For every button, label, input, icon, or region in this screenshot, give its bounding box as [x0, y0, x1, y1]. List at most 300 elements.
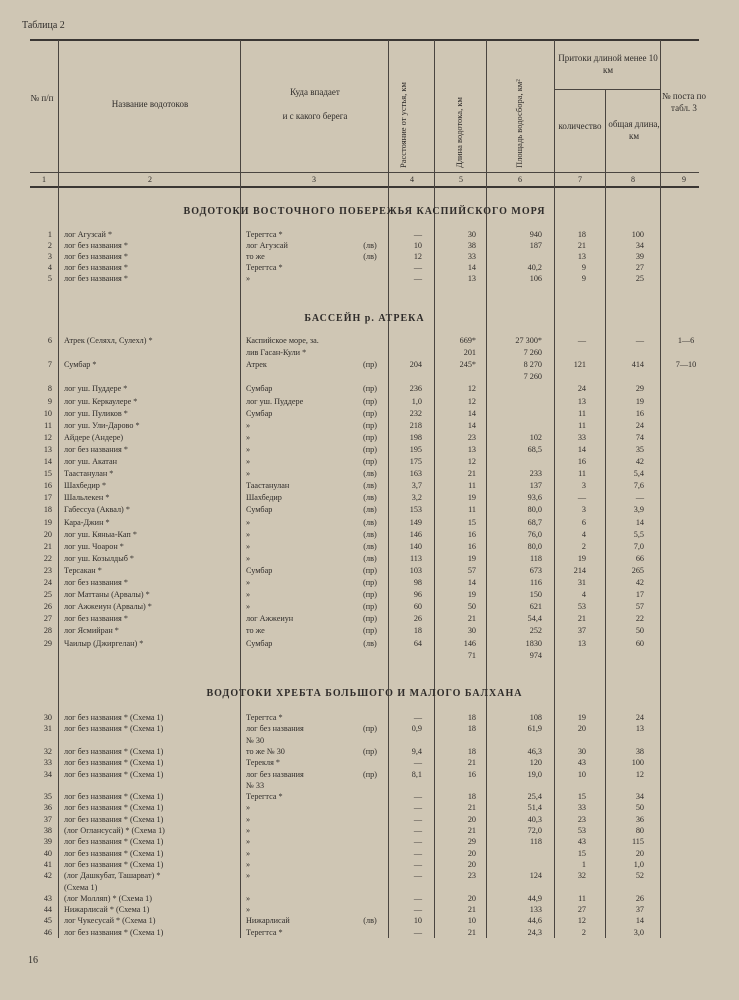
header-divider: [434, 40, 435, 186]
table-row: [0, 229, 739, 240]
cell-area: 673: [529, 565, 542, 575]
cell-dist: 198: [409, 432, 422, 442]
cell-tcnt: 9: [581, 274, 586, 283]
cell-name: Шальлекен *: [64, 493, 110, 503]
cell-len: 16: [467, 769, 476, 779]
cell-tcnt: 32: [577, 871, 586, 881]
cell-n: 12: [43, 432, 52, 442]
cell-tcnt: 19: [577, 713, 586, 722]
cell-len: 14: [467, 578, 476, 587]
cell-len: 30: [467, 230, 476, 239]
cell-to: то же: [246, 626, 265, 636]
cell-name: лог уш. Кяныа-Кап *: [64, 529, 137, 539]
cell-tcnt: 30: [577, 746, 586, 756]
cell-area: 61,9: [527, 724, 542, 734]
cell-n: 18: [43, 505, 52, 515]
cell-tcnt: 11: [578, 893, 586, 903]
cell-area: 7 260: [523, 348, 542, 358]
cell-tlen: 22: [635, 614, 644, 624]
cell-tlen: 25: [635, 274, 644, 283]
cell-dist: —: [413, 871, 422, 881]
table-row: [0, 420, 739, 431]
cell-len: 18: [467, 724, 476, 734]
cell-tlen: 35: [635, 444, 644, 454]
cell-name: лог без названия * (Схема 1): [64, 746, 164, 756]
cell-tcnt: 10: [577, 769, 586, 779]
table-row: [0, 859, 739, 870]
cell-dist: —: [413, 848, 422, 858]
cell-tlen: 5,5: [633, 529, 644, 539]
table-row: [0, 638, 739, 649]
cell-tlen: 3,9: [633, 505, 644, 515]
cell-to: Терегтса *: [246, 927, 283, 937]
page-number: 16: [28, 955, 38, 966]
cell-dist: —: [413, 758, 422, 768]
cell-area: 102: [529, 432, 542, 442]
cell-to: Терекля *: [246, 758, 281, 768]
cell-tcnt: 9: [581, 263, 586, 272]
cell-tcnt: 121: [573, 360, 586, 370]
cell-bank: (пр): [363, 626, 377, 636]
cell-area: 116: [530, 578, 542, 587]
cell-n: 36: [43, 803, 52, 813]
cell-n: 21: [43, 541, 52, 551]
cell-to: Шахбедир: [246, 493, 282, 503]
cell-bank: (лв): [363, 553, 377, 563]
cell-to: »: [246, 602, 251, 612]
cell-area: 93,6: [527, 493, 542, 503]
header-mid-rule: [30, 172, 699, 173]
cell-n: 5: [47, 274, 52, 283]
cell-tcnt: 19: [577, 553, 586, 563]
header-divider: [388, 40, 389, 186]
table-row: [0, 408, 739, 419]
cell-len: 21: [467, 826, 476, 835]
cell-to: Сумбар: [246, 384, 273, 394]
cell-name: лог Маттаны (Арвалы) *: [64, 590, 150, 600]
cell-tlen: —: [635, 493, 644, 503]
header-divider: [605, 90, 606, 186]
table-row: [0, 814, 739, 825]
cell-post: 7—10: [675, 360, 697, 370]
cell-n: 25: [43, 590, 52, 600]
cell-tcnt: 27: [577, 905, 586, 915]
cell-bank: (пр): [363, 396, 377, 406]
table-row: [0, 836, 739, 847]
cell-tcnt: 33: [577, 432, 586, 442]
cell-dist: 232: [409, 408, 422, 418]
cell-len: 12: [467, 457, 476, 466]
cell-area: 80,0: [527, 541, 542, 551]
cell-len: 71: [467, 650, 476, 660]
cell-tcnt: 43: [577, 837, 586, 847]
cell-bank: (лв): [363, 638, 377, 648]
table-row: [0, 359, 739, 370]
table-row: [0, 870, 739, 881]
cell-n: 42: [43, 871, 52, 881]
cell-bank: (пр): [363, 432, 377, 442]
cell-n: 39: [43, 837, 52, 847]
table-row: [0, 769, 739, 780]
table-row: [0, 262, 739, 273]
table-row: [0, 589, 739, 600]
cell-len: 29: [467, 837, 476, 847]
cell-bank: (лв): [363, 529, 377, 539]
cell-n: 1: [47, 230, 52, 239]
cell-name: лог Ясмийран *: [64, 626, 119, 636]
cell-bank: (лв): [363, 541, 377, 551]
cell-to: »: [246, 517, 251, 527]
cell-to: то же: [246, 252, 265, 261]
cell-tlen: 26: [635, 893, 644, 903]
cell-to: »: [246, 590, 251, 600]
header-divider: [660, 40, 661, 186]
cell-name: лог без названия * (Схема 1): [64, 837, 164, 847]
cell-n: 30: [43, 713, 52, 722]
cell-bank: (пр): [363, 408, 377, 418]
cell-tlen: 66: [635, 553, 644, 563]
cell-dist: 175: [409, 457, 422, 466]
table-row: [0, 541, 739, 552]
cell-n: 40: [43, 848, 52, 858]
table-row: [0, 492, 739, 503]
cell-name: лог без названия * (Схема 1): [64, 769, 164, 779]
cell-len: 20: [467, 814, 476, 824]
cell-n: 16: [43, 481, 52, 491]
cell-to: Каспийское море, за.: [246, 336, 319, 345]
cell-tlen: 50: [635, 626, 644, 636]
cell-tlen: 29: [635, 384, 644, 394]
table-row: [0, 904, 739, 915]
cell-tcnt: 12: [577, 916, 586, 926]
cell-name: (лог Молляп) * (Схема 1): [64, 893, 152, 903]
cell-bank: (лв): [363, 469, 377, 479]
cell-len: 13: [467, 274, 476, 283]
cell-area: 80,0: [527, 505, 542, 515]
cell-name: лог без названия *: [64, 241, 128, 250]
cell-to: »: [246, 420, 251, 430]
table-row: [0, 723, 739, 734]
table-row: [0, 456, 739, 467]
table-row: [0, 468, 739, 479]
cell-tcnt: 53: [577, 602, 586, 612]
cell-tlen: 13: [635, 724, 644, 734]
cell-area: 46,3: [527, 746, 542, 756]
header-bottom-rule: [30, 186, 699, 188]
cell-tlen: 50: [635, 803, 644, 813]
cell-name: лог Агузсай *: [64, 230, 113, 239]
cell-area: 7 260: [523, 372, 542, 382]
cell-tlen: 3,0: [633, 927, 644, 937]
cell-bank: (пр): [363, 457, 377, 466]
cell-dist: 1,0: [411, 396, 422, 406]
cell-dist: —: [413, 837, 422, 847]
cell-len: 245*: [459, 360, 476, 370]
cell-len: 21: [467, 927, 476, 937]
cell-bank: (пр): [363, 614, 377, 624]
cell-len: 15: [467, 517, 476, 527]
cell-len: 38: [467, 241, 476, 250]
cell-n: 3: [47, 252, 52, 261]
cell-tcnt: 31: [577, 578, 586, 587]
cell-name: лог без названия * (Схема 1): [64, 724, 164, 734]
table-row: [0, 251, 739, 262]
cell-dist: 3,2: [411, 493, 422, 503]
table-row: [0, 712, 739, 723]
cell-tcnt: 15: [577, 792, 586, 802]
cell-len: 20: [467, 859, 476, 869]
cell-dist: —: [413, 230, 422, 239]
cell-n: 26: [43, 602, 52, 612]
cell-dist: —: [413, 263, 422, 272]
cell-bank: (пр): [363, 602, 377, 612]
header-area: Площадь водосбора, км²: [514, 79, 524, 168]
cell-n: 37: [43, 814, 52, 824]
cell-name: лог уш. Козылдыб *: [64, 553, 135, 563]
cell-bank: (лв): [363, 481, 377, 491]
table-row: [0, 893, 739, 904]
header-tcnt: количество: [558, 121, 602, 131]
cell-len: 146: [463, 638, 476, 648]
cell-tlen: 7,0: [633, 541, 644, 551]
cell-tcnt: —: [577, 336, 586, 345]
cell-tcnt: 16: [577, 457, 586, 466]
cell-tcnt: 214: [573, 565, 586, 575]
cell-to: »: [246, 578, 251, 587]
cell-tlen: 115: [632, 837, 644, 847]
cell-len: 18: [467, 792, 476, 802]
cell-to: »: [246, 541, 251, 551]
cell-dist: 113: [410, 553, 422, 563]
table-row: [0, 757, 739, 768]
cell-tlen: 16: [635, 408, 644, 418]
cell-bank: (лв): [363, 505, 377, 515]
cell-name: Габессуа (Аквал) *: [64, 505, 130, 515]
table-row: [0, 613, 739, 624]
header-divider: [486, 40, 487, 186]
cell-n: 4: [47, 263, 52, 272]
cell-n: 22: [43, 553, 52, 563]
cell-dist: —: [413, 814, 422, 824]
cell-name: лог без названия * (Схема 1): [64, 713, 164, 722]
cell-name: лог Чукесусай * (Схема 1): [64, 916, 156, 926]
section-title: ВОДОТОКИ ВОСТОЧНОГО ПОБЕРЕЖЬЯ КАСПИЙСКОГО МОРЯ: [183, 206, 546, 217]
cell-tlen: 80: [635, 826, 644, 835]
cell-name: лог без названия * (Схема 1): [64, 927, 164, 937]
cell-to: »: [246, 274, 251, 283]
cell-name: лог без названия * (Схема 1): [64, 758, 164, 768]
cell-dist: 18: [413, 626, 422, 636]
column-number: 6: [518, 175, 522, 184]
cell-n: 15: [43, 469, 52, 479]
cell-name: лог уш. Ули-Дарово *: [64, 420, 140, 430]
cell-n: 38: [43, 826, 52, 835]
cell-area: 150: [529, 590, 542, 600]
cell-dist: 8,1: [411, 769, 422, 779]
cell-len: 23: [467, 432, 476, 442]
table-row: [0, 371, 739, 382]
cell-tcnt: 11: [578, 469, 586, 479]
cell-tcnt: 23: [577, 814, 586, 824]
table-row: [0, 347, 739, 358]
cell-area: 19,0: [527, 769, 542, 779]
cell-len: 669*: [459, 336, 476, 345]
cell-to: Таастанулан: [246, 481, 290, 491]
column-number: 3: [312, 175, 316, 184]
cell-name: лог без названия *: [64, 614, 128, 624]
cell-dist: 195: [409, 444, 422, 454]
cell-len: 20: [467, 893, 476, 903]
cell-name: Терсакан *: [64, 565, 102, 575]
cell-to: Сумбар: [246, 638, 273, 648]
table-row: [0, 848, 739, 859]
cell-len: 18: [467, 713, 476, 722]
table-row: [0, 565, 739, 576]
cell-dist: 3,7: [411, 481, 422, 491]
cell-tlen: 12: [635, 769, 644, 779]
cell-len: 11: [468, 505, 476, 515]
table-row: [0, 432, 739, 443]
cell-area: 118: [530, 837, 542, 847]
cell-len: 21: [467, 758, 476, 768]
cell-tcnt: 18: [577, 230, 586, 239]
cell-len: 14: [467, 408, 476, 418]
cell-tcnt: 14: [577, 444, 586, 454]
cell-len: 201: [463, 348, 476, 358]
cell-tlen: 74: [635, 432, 644, 442]
table-row: [0, 825, 739, 836]
cell-area: 8 270: [523, 360, 542, 370]
cell-dist: 146: [409, 529, 422, 539]
cell-tcnt: 21: [577, 241, 586, 250]
cell-tlen: 52: [635, 871, 644, 881]
cell-to: лог уш. Пуддере: [246, 396, 304, 406]
cell-tcnt: 13: [577, 396, 586, 406]
cell-name: лог уш. Акатан: [64, 457, 117, 466]
cell-n: 13: [43, 444, 52, 454]
cell-dist: —: [413, 905, 422, 915]
cell-dist: 153: [409, 505, 422, 515]
cell-len: 16: [467, 529, 476, 539]
cell-tlen: 42: [635, 457, 644, 466]
cell-tlen: 34: [635, 241, 644, 250]
cell-area: 120: [529, 758, 542, 768]
cell-tlen: 7,6: [633, 481, 644, 491]
cell-name: лог без названия *: [64, 444, 128, 454]
table-row: [0, 577, 739, 588]
cell-tlen: 20: [635, 848, 644, 858]
cell-dist: 163: [409, 469, 422, 479]
cell-name: лог без названия * (Схема 1): [64, 814, 164, 824]
column-number: 2: [148, 175, 152, 184]
cell-len: 14: [467, 420, 476, 430]
cell-name: лог без названия * (Схема 1): [64, 859, 164, 869]
header-dist: Расстояние от устья, км: [398, 82, 408, 168]
cell-len: 19: [467, 553, 476, 563]
cell-to: Терегтса *: [246, 713, 283, 722]
cell-len: 30: [467, 626, 476, 636]
cell-name: (лог Дашкубат, Ташарват) *: [64, 871, 161, 881]
cell-len: 50: [467, 602, 476, 612]
cell-tlen: 38: [635, 746, 644, 756]
cell-name: лог без названия * (Схема 1): [64, 792, 164, 802]
cell-to: Сумбар: [246, 505, 273, 515]
cell-tlen: 100: [631, 230, 644, 239]
cell-area: 40,3: [527, 814, 542, 824]
cell-tcnt: 6: [581, 517, 586, 527]
cell-tcnt: 13: [577, 252, 586, 261]
column-number: 7: [578, 175, 582, 184]
cell-n: 41: [43, 859, 52, 869]
table-row: [0, 517, 739, 528]
cell-n: 20: [43, 529, 52, 539]
cell-n: 10: [43, 408, 52, 418]
cell-area: 940: [529, 230, 542, 239]
cell-bank: (пр): [363, 590, 377, 600]
cell-name: лог уш. Керкаулере *: [64, 396, 138, 406]
cell-len: 16: [467, 541, 476, 551]
cell-to: »: [246, 859, 251, 869]
cell-post: 1—6: [677, 336, 695, 345]
cell-tcnt: 15: [577, 848, 586, 858]
cell-area: 51,4: [527, 803, 542, 813]
cell-area: 106: [529, 274, 542, 283]
cell-name: Чаилыр (Джиргелан) *: [64, 638, 144, 648]
cell-dist: 98: [413, 578, 422, 587]
cell-dist: 204: [409, 360, 422, 370]
cell-len: 19: [467, 493, 476, 503]
cell-area: 76,0: [527, 529, 542, 539]
cell-name: лог без названия *: [64, 578, 128, 587]
cell-to: Сумбар: [246, 408, 273, 418]
column-number: 9: [682, 175, 686, 184]
cell-len: 21: [467, 614, 476, 624]
cell-bank: (лв): [363, 493, 377, 503]
cell-tcnt: 11: [578, 420, 586, 430]
header-post: № поста по табл. 3: [662, 91, 706, 114]
header-top-rule: [30, 39, 699, 41]
cell-tcnt: 4: [581, 529, 586, 539]
cell-bank: (лв): [363, 252, 377, 261]
column-number: 5: [459, 175, 463, 184]
cell-n: 31: [43, 724, 52, 734]
cell-tlen: 5,4: [633, 469, 644, 479]
cell-area: 54,4: [527, 614, 542, 624]
cell-len: 14: [467, 263, 476, 272]
table-row: [0, 529, 739, 540]
cell-to: № 33: [246, 780, 265, 790]
cell-tlen: 27: [635, 263, 644, 272]
cell-bank: (лв): [363, 916, 377, 926]
cell-name: лог Ажжеиун (Арвалы) *: [64, 602, 152, 612]
table-row: [0, 273, 739, 284]
cell-dist: 140: [409, 541, 422, 551]
cell-len: 33: [467, 252, 476, 261]
cell-tcnt: 11: [578, 408, 586, 418]
cell-tlen: 17: [635, 590, 644, 600]
column-number: 8: [631, 175, 635, 184]
cell-area: 40,2: [527, 263, 542, 272]
cell-area: 68,7: [527, 517, 542, 527]
cell-tcnt: 53: [577, 826, 586, 835]
cell-area: 68,5: [527, 444, 542, 454]
cell-tlen: 265: [631, 565, 644, 575]
cell-name: Кара-Джин *: [64, 517, 110, 527]
cell-n: 6: [47, 336, 52, 345]
cell-area: 233: [529, 469, 542, 479]
cell-len: 12: [467, 396, 476, 406]
cell-to: »: [246, 837, 251, 847]
